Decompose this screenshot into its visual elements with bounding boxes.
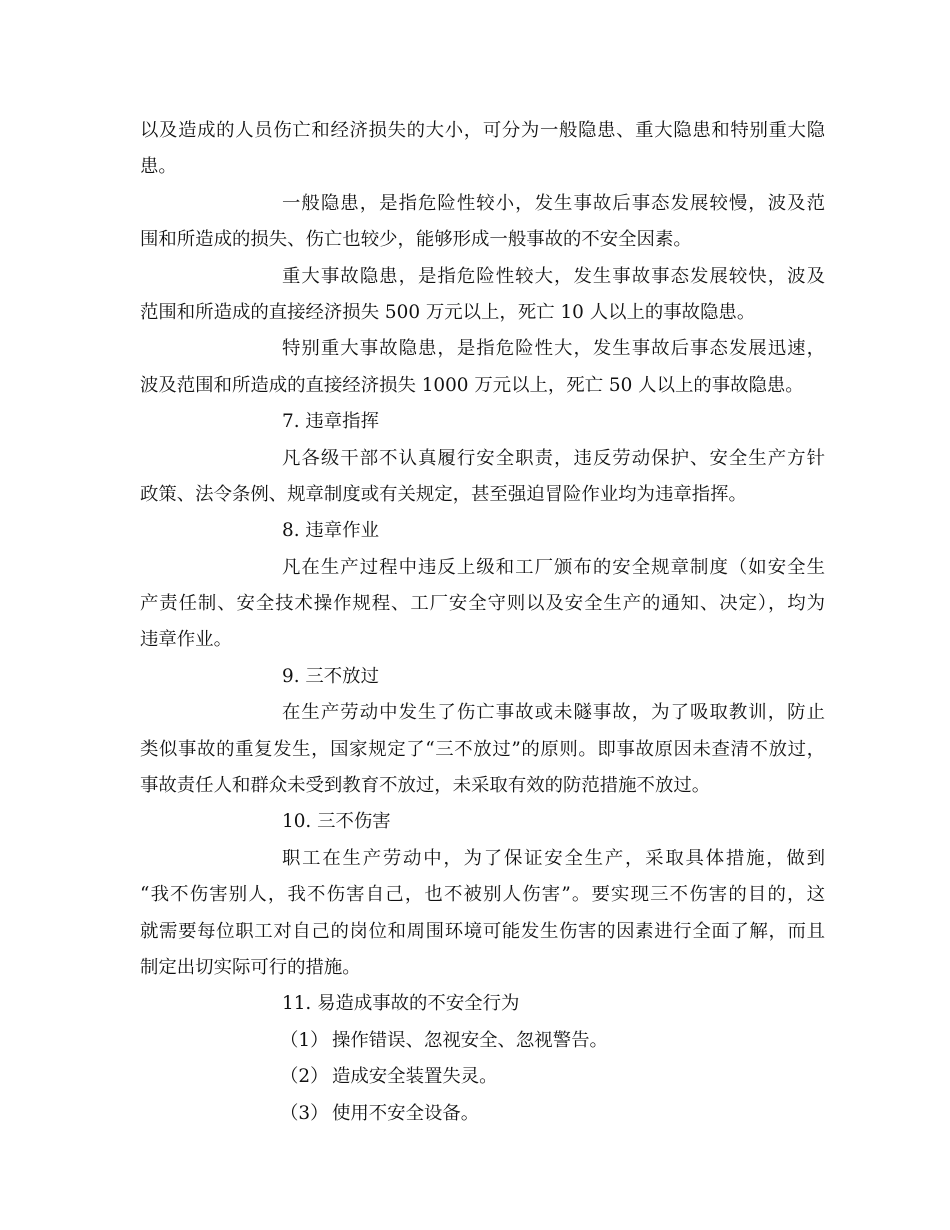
- body-text-line: 以及造成的人员伤亡和经济损失的大小，可分为一般隐患、重大隐患和特别重大隐: [140, 120, 825, 141]
- body-text-line: “我不伤害别人，我不伤害自己，也不被别人伤害”。要实现三不伤害的目的，这: [140, 884, 825, 906]
- paragraph-first-line: 在生产劳动中发生了伤亡事故或未隧事故，为了吸取教训，防止: [282, 702, 825, 724]
- paragraph-first-line: 一般隐患，是指危险性较小，发生事故后事态发展较慢，波及范: [282, 192, 825, 214]
- body-text-line: 围和所造成的损失、伤亡也较少，能够形成一般事故的不安全因素。: [140, 229, 692, 251]
- list-item-text: 造成安全装置失灵。: [332, 1066, 498, 1088]
- body-text-line: 事故责任人和群众未受到教育不放过，未采取有效的防范措施不放过。: [140, 775, 711, 797]
- body-text-line: 范围和所造成的直接经济损失 500 万元以上，死亡 10 人以上的事故隐患。: [140, 301, 756, 323]
- list-item-text: 使用不安全设备。: [332, 1102, 480, 1124]
- body-text-line: 产责任制、安全技术操作规程、工厂安全守则以及安全生产的通知、决定），均为: [140, 593, 825, 615]
- paragraph-first-line: 职工在生产劳动中，为了保证安全生产，采取具体措施，做到: [282, 847, 825, 869]
- paragraph-first-line: 凡在生产过程中违反上级和工厂颁布的安全规章制度（如安全生: [282, 556, 825, 578]
- list-item-text: 操作错误、忽视安全、忽视警告。: [332, 1029, 608, 1051]
- body-text-line: 制定出切实际可行的措施。: [140, 956, 361, 978]
- list-marker: （3）: [280, 1102, 329, 1124]
- section-heading: 11. 易造成事故的不安全行为: [282, 993, 520, 1015]
- body-text-line: 患。: [140, 156, 177, 178]
- section-heading: 10. 三不伤害: [282, 811, 391, 833]
- list-item: [140, 1023, 825, 1059]
- body-text-line: 波及范围和所造成的直接经济损失 1000 万元以上，死亡 50 人以上的事故隐患。: [140, 374, 804, 396]
- section-heading: 8. 违章作业: [282, 520, 379, 542]
- list-marker: （1）: [280, 1029, 329, 1051]
- paragraph-first-line: 特别重大事故隐患，是指危险性大，发生事故后事态发展迅速，: [282, 338, 825, 360]
- section-heading: 7. 违章指挥: [282, 411, 379, 433]
- paragraph-first-line: 凡各级干部不认真履行安全职责，违反劳动保护、安全生产方针: [282, 447, 825, 469]
- body-text-line: 类似事故的重复发生，国家规定了“三不放过”的原则。即事故原因未查清不放过，: [140, 738, 825, 760]
- list-item: [140, 1059, 825, 1095]
- body-text-line: 就需要每位职工对自己的岗位和周围环境可能发生伤害的因素进行全面了解，而且: [140, 920, 825, 942]
- body-text-line: 政策、法令条例、规章制度或有关规定，甚至强迫冒险作业均为违章指挥。: [140, 483, 747, 505]
- paragraph-first-line: 重大事故隐患，是指危险性较大，发生事故事态发展较快，波及: [282, 265, 825, 287]
- list-item: [140, 1096, 825, 1132]
- document-body: [140, 113, 825, 1132]
- body-text-line: 违章作业。: [140, 629, 232, 651]
- list-marker: （2）: [280, 1066, 329, 1088]
- section-heading: 9. 三不放过: [282, 665, 379, 687]
